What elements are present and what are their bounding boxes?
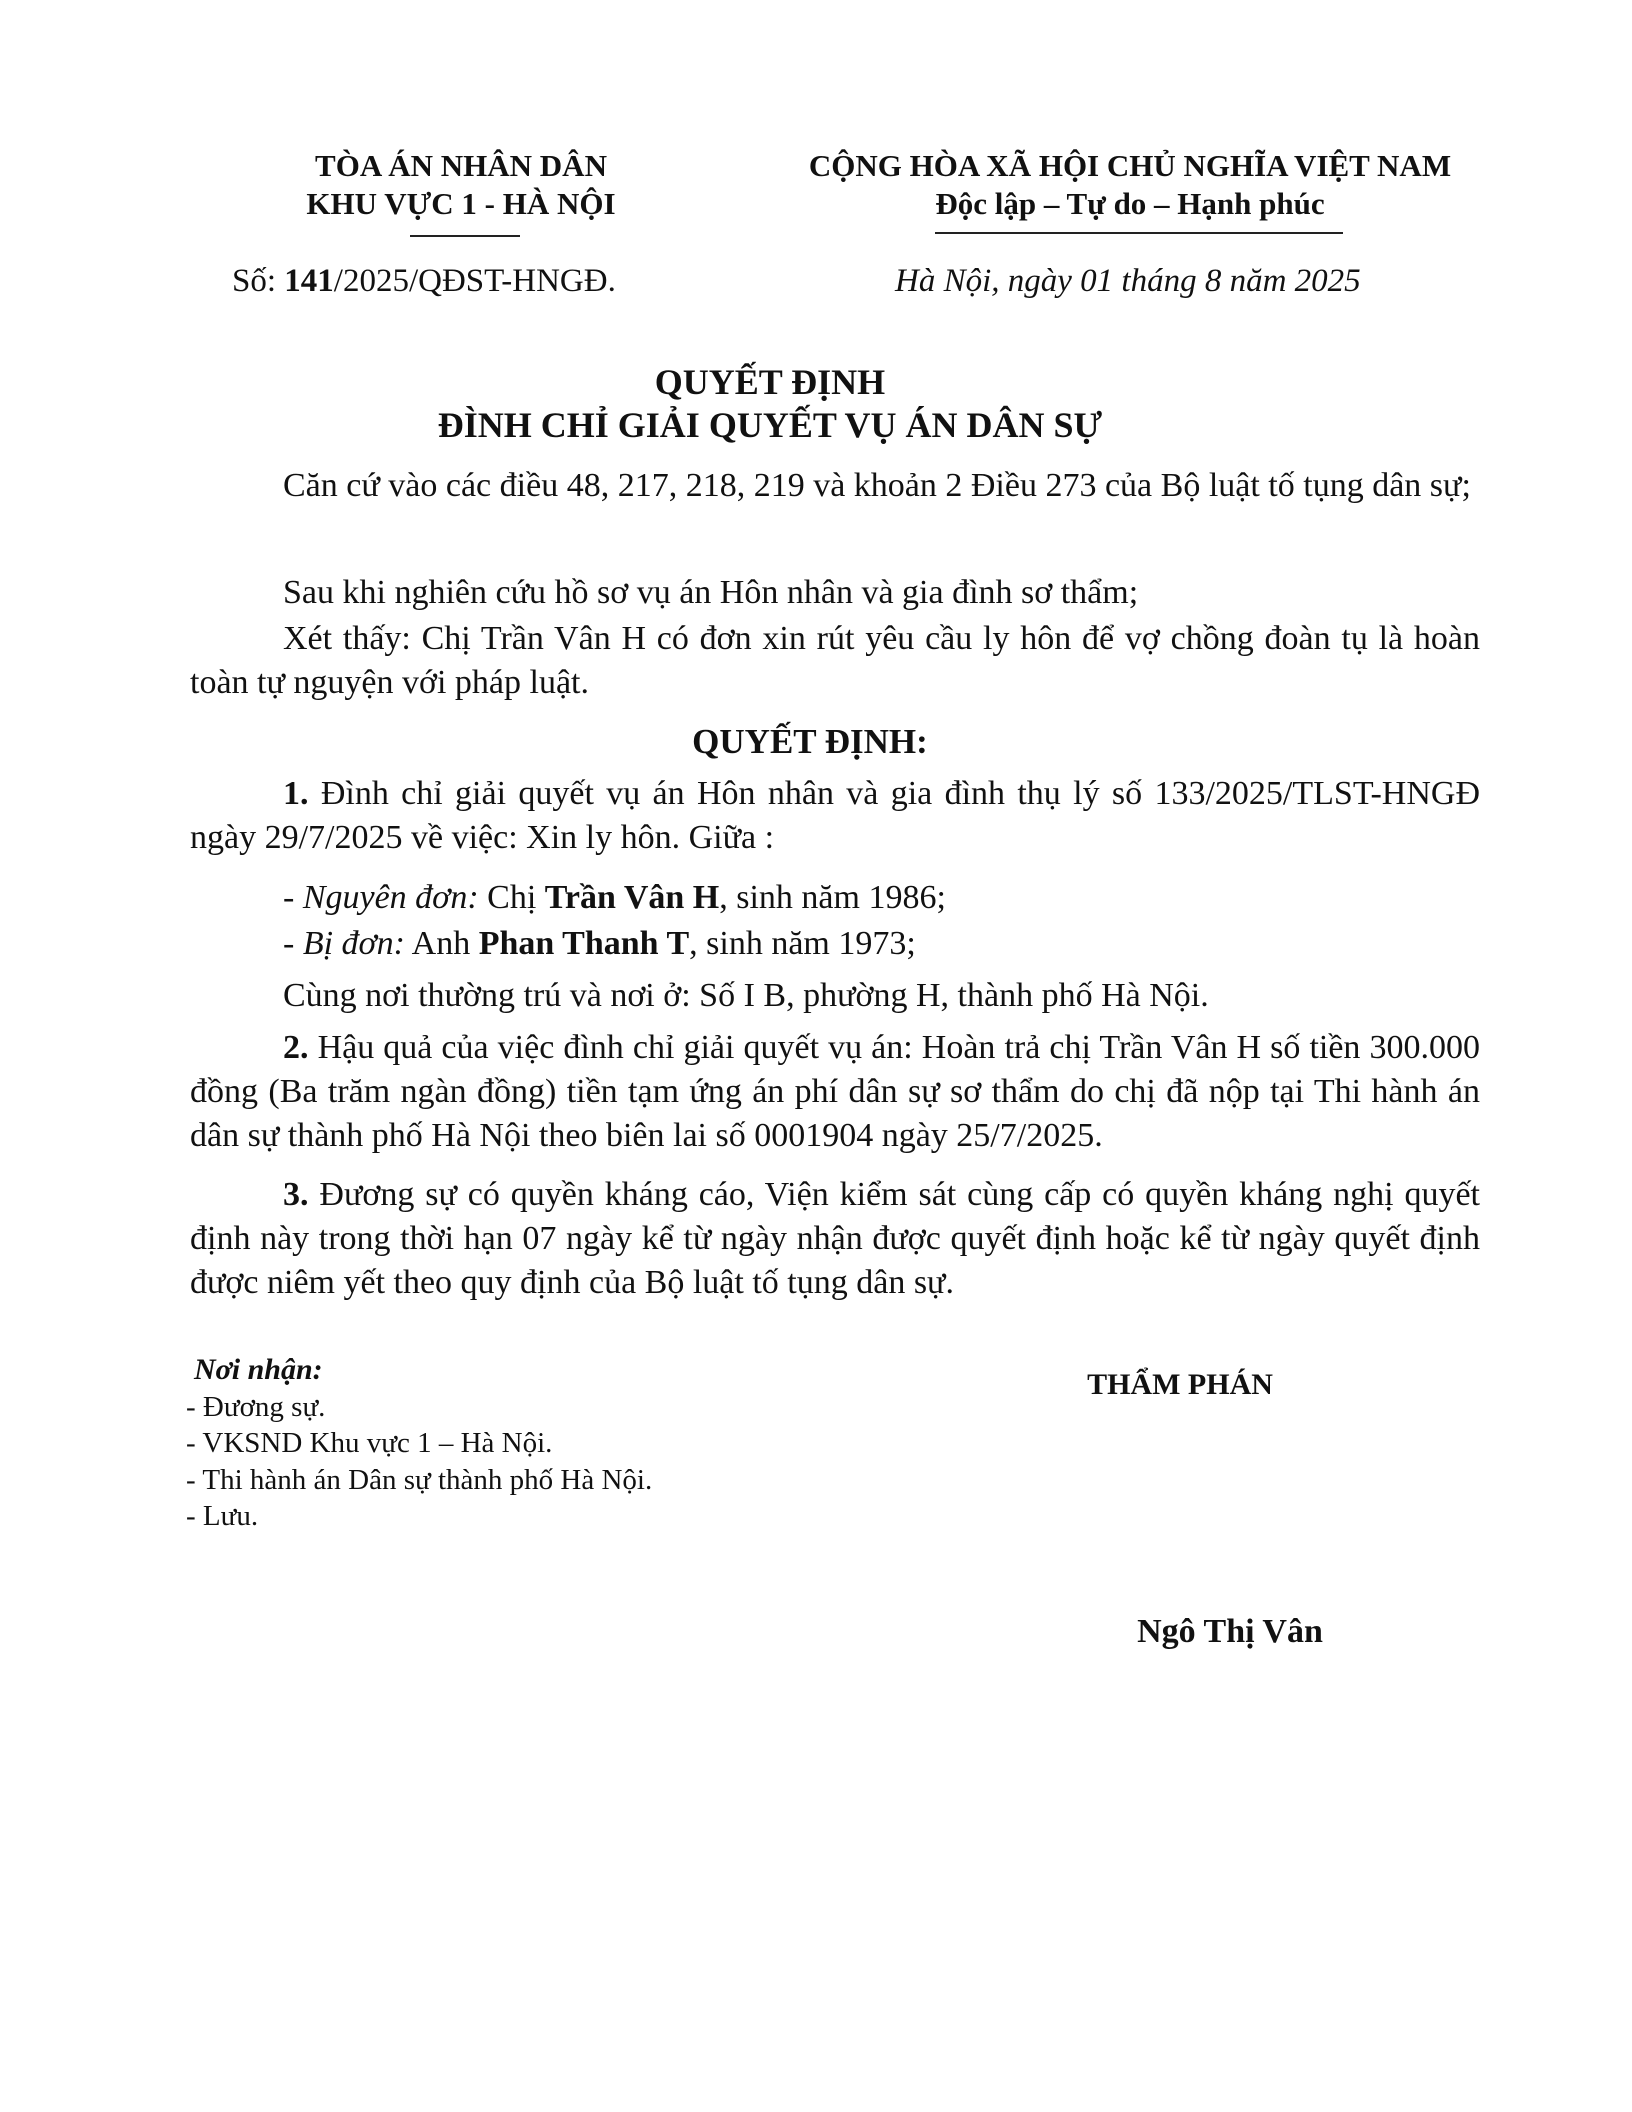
consideration: Xét thấy: Chị Trần Vân H có đơn xin rút yêu cầu ly hôn để vợ chồng đoàn tụ là hoàn toàn tự nguyện với pháp luật. (190, 620, 1480, 701)
study-statement: Sau khi nghiên cứu hồ sơ vụ án Hôn nhân và gia đình sơ thẩm; (283, 574, 1139, 611)
title-decision: QUYẾT ĐỊNH (654, 362, 886, 402)
signer-name: Ngô Thị Vân (1137, 1613, 1323, 1650)
court-name (256, 147, 666, 223)
document-date: Hà Nội, ngày 01 tháng 8 năm 2025 (895, 263, 1361, 299)
court-underline (410, 235, 520, 237)
defendant-line: - Bị đơn: Anh Phan Thanh T, sinh năm 1973; (283, 925, 916, 962)
title-subject: ĐÌNH CHỈ GIẢI QUYẾT VỤ ÁN DÂN SỰ (437, 405, 1103, 445)
decision-heading: QUYẾT ĐỊNH: (692, 722, 928, 761)
decision-item-3: 3. Đương sự có quyền kháng cáo, Viện kiểm sát cùng cấp có quyền kháng nghị quyết định này trong thời hạn 07 ngày kể từ ngày nhận được quyết định hoặc kể từ ngày quyết định được niêm yết theo quy định của Bộ luật tố tụng dân sự. (190, 1176, 1480, 1301)
decision-item-2: 2. Hậu quả của việc đình chỉ giải quyết vụ án: Hoàn trả chị Trần Vân H số tiền 300.000 đồng (Ba trăm ngàn đồng) tiền tạm ứng án phí dân sự sơ thẩm do chị đã nộp tại Thi hành án dân sự thành phố Hà Nội theo biên lai số 0001904 ngày 25/7/2025. (190, 1029, 1480, 1154)
court-name-line2: KHU VỰC 1 - HÀ NỘI (306, 186, 616, 221)
national-motto (780, 147, 1480, 223)
court-name-line1: TÒA ÁN NHÂN DÂN (315, 148, 607, 183)
recipient-item: - Lưu. (186, 1500, 259, 1532)
signature-title: THẨM PHÁN (1087, 1368, 1273, 1401)
plaintiff-line: - Nguyên đơn: Chị Trần Vân H, sinh năm 1986; (283, 879, 946, 916)
motto-underline (935, 232, 1343, 234)
recipients-block (186, 1352, 652, 1535)
recipients-heading: Nơi nhận: (194, 1353, 323, 1386)
legal-basis: Căn cứ vào các điều 48, 217, 218, 219 và khoản 2 Điều 273 của Bộ luật tố tụng dân sự; (283, 467, 1471, 504)
recipient-item: - Đương sự. (186, 1390, 326, 1423)
motto: Độc lập – Tự do – Hạnh phúc (935, 186, 1325, 221)
residence-line: Cùng nơi thường trú và nơi ở: Số I B, phường H, thành phố Hà Nội. (283, 977, 1209, 1014)
decision-item-1: 1. Đình chỉ giải quyết vụ án Hôn nhân và gia đình thụ lý số 133/2025/TLST-HNGĐ ngày 29/7/2025 về việc: Xin ly hôn. Giữa : (190, 775, 1480, 856)
nation-name: CỘNG HÒA XÃ HỘI CHỦ NGHĨA VIỆT NAM (808, 148, 1452, 183)
recipient-item: - VKSND Khu vực 1 – Hà Nội. (186, 1427, 553, 1459)
recipient-item: - Thi hành án Dân sự thành phố Hà Nội. (186, 1463, 653, 1496)
document-number: Số: 141/2025/QĐST-HNGĐ. (232, 263, 616, 299)
